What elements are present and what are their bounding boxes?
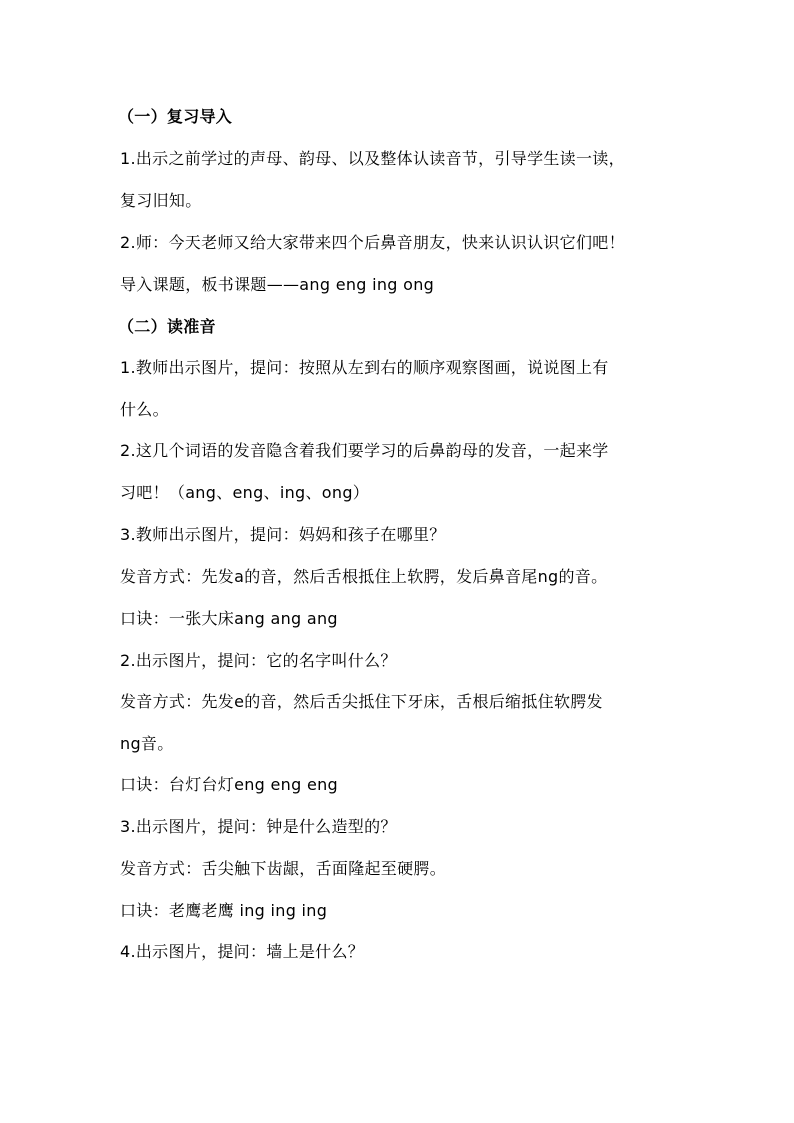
- paragraph-line: 2.这几个词语的发音隐含着我们要学习的后鼻韵母的发音，一起来学: [120, 441, 609, 460]
- paragraph-line: 习吧！（ang、eng、ing、ong）: [120, 483, 370, 502]
- paragraph-line: 复习旧知。: [120, 191, 202, 210]
- paragraph-line: 1.出示之前学过的声母、韵母、以及整体认读音节，引导学生读一读，: [120, 149, 625, 168]
- paragraph-line: 发音方式：舌尖触下齿龈，舌面隆起至硬腭。: [120, 859, 447, 878]
- paragraph-line: 2.师：今天老师又给大家带来四个后鼻音朋友，快来认识认识它们吧！: [120, 233, 625, 252]
- section-heading-review: （一）复习导入: [118, 107, 233, 126]
- paragraph-line: 导入课题，板书课题——ang eng ing ong: [120, 275, 435, 294]
- paragraph-line: 2.出示图片，提问：它的名字叫什么？: [120, 651, 397, 670]
- paragraph-line: ng音。: [120, 734, 174, 753]
- paragraph-line: 4.出示图片，提问：墙上是什么？: [120, 942, 365, 961]
- paragraph-line: 发音方式：先发a的音，然后舌根抵住上软腭，发后鼻音尾ng的音。: [120, 567, 608, 586]
- section-heading-pronunciation: （二）读准音: [118, 317, 216, 336]
- paragraph-line: 口诀：一张大床ang ang ang: [120, 609, 338, 628]
- paragraph-line: 口诀：台灯台灯eng eng eng: [120, 775, 338, 794]
- paragraph-line: 什么。: [120, 400, 169, 419]
- paragraph-line: 3.出示图片，提问：钟是什么造型的？: [120, 817, 397, 836]
- paragraph-line: 3.教师出示图片，提问：妈妈和孩子在哪里？: [120, 525, 446, 544]
- paragraph-line: 发音方式：先发e的音，然后舌尖抵住下牙床，舌根后缩抵住软腭发: [120, 692, 603, 711]
- paragraph-line: 口诀：老鹰老鹰 ing ing ing: [120, 901, 328, 920]
- paragraph-line: 1.教师出示图片，提问：按照从左到右的顺序观察图画，说说图上有: [120, 358, 609, 377]
